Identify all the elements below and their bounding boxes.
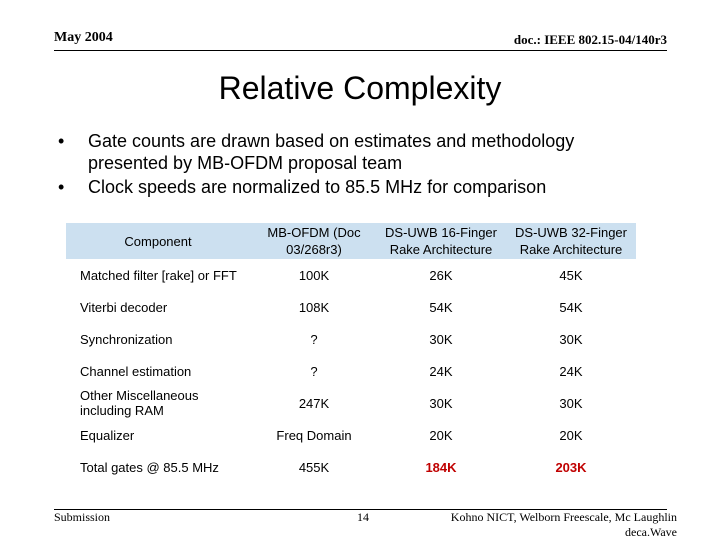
cell-ds-uwb-16: 54K <box>429 299 453 315</box>
bullet-item <box>58 176 658 198</box>
header-date: May 2004 <box>54 30 113 45</box>
cell-mb-ofdm: ? <box>310 331 318 347</box>
cell-mb-ofdm: 455K <box>298 459 330 475</box>
footer-authors-line2: deca.Wave <box>625 525 677 539</box>
cell-ds-uwb-32: 45K <box>559 267 583 283</box>
table-row-total <box>66 451 636 483</box>
slide-title: Relative Complexity <box>218 70 502 106</box>
footer-authors-line1: Kohno NICT, Welborn Freescale, Mc Laughlin <box>450 510 677 524</box>
cell-ds-uwb-16: 30K <box>429 395 453 411</box>
cell-component: Matched filter [rake] or FFT <box>80 267 237 283</box>
cell-ds-uwb-32-total: 203K <box>555 459 587 475</box>
cell-ds-uwb-32: 20K <box>559 427 583 443</box>
cell-ds-uwb-32: 30K <box>559 331 583 347</box>
bullet-text: Clock speeds are normalized to 85.5 MHz for comparison <box>88 177 547 197</box>
cell-ds-uwb-16: 24K <box>429 363 453 379</box>
cell-ds-uwb-32: 24K <box>559 363 583 379</box>
bullet-text: Gate counts are drawn based on estimates and methodology presented by MB-OFDM proposal team <box>88 131 575 173</box>
cell-component: Synchronization <box>80 331 173 347</box>
cell-mb-ofdm: ? <box>310 363 318 379</box>
table-row <box>66 291 636 323</box>
cell-component: Other Miscellaneous including RAM <box>80 388 199 418</box>
cell-component: Total gates @ 85.5 MHz <box>80 459 219 475</box>
cell-ds-uwb-16: 26K <box>429 267 453 283</box>
cell-ds-uwb-16: 20K <box>429 427 453 443</box>
header-doc-id: doc.: IEEE 802.15-04/140r3 <box>513 32 667 47</box>
table-row <box>66 259 636 291</box>
cell-mb-ofdm: 247K <box>298 395 330 411</box>
bullet-list <box>58 130 658 200</box>
cell-ds-uwb-32: 54K <box>559 299 583 315</box>
bullet-item <box>58 130 658 174</box>
cell-ds-uwb-16: 30K <box>429 331 453 347</box>
cell-component: Viterbi decoder <box>80 299 168 315</box>
table-row <box>66 387 636 419</box>
bullet-dot-icon: • <box>58 177 65 197</box>
table-row <box>66 355 636 387</box>
col-header-ds-uwb-32: DS-UWB 32-Finger Rake Architecture <box>506 223 636 259</box>
table-row <box>66 419 636 451</box>
table-row <box>66 323 636 355</box>
footer-authors <box>451 510 677 540</box>
footer-submission: Submission <box>54 510 111 524</box>
complexity-table <box>66 223 636 483</box>
col-header-mb-ofdm: MB-OFDM (Doc 03/268r3) <box>252 223 376 259</box>
header-divider <box>54 50 667 51</box>
bullet-dot-icon: • <box>58 131 65 151</box>
cell-mb-ofdm: 100K <box>298 267 330 283</box>
col-header-ds-uwb-16: DS-UWB 16-Finger Rake Architecture <box>376 223 506 259</box>
footer-page-number: 14 <box>357 510 369 524</box>
cell-mb-ofdm: Freq Domain <box>276 427 352 443</box>
cell-ds-uwb-32: 30K <box>559 395 583 411</box>
cell-component: Equalizer <box>80 427 135 443</box>
col-header-component: Component <box>66 223 252 259</box>
cell-mb-ofdm: 108K <box>298 299 330 315</box>
cell-component: Channel estimation <box>80 363 192 379</box>
cell-ds-uwb-16-total: 184K <box>425 459 457 475</box>
table-header-row <box>66 223 636 259</box>
